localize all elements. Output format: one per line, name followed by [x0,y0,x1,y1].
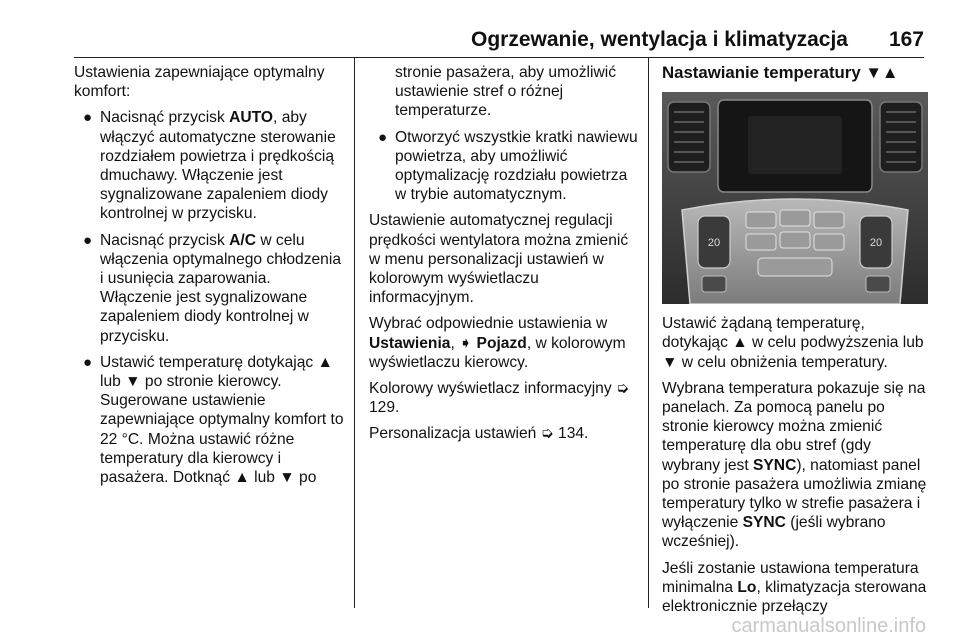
list-item [369,128,641,205]
header-divider [74,57,924,58]
bullet-icon: ● [83,353,93,371]
page-number: 167 [888,28,924,51]
bullet-text: Ustawić temperaturę dotykając ▲ lub ▼ po stronie kierowcy. Sugerowane ustawienie zapewniające optymalny komfort to 22 °C. Można ustawić różne temperatury dla kierowcy i pasażera. Dotknąć ▲ lub ▼ po [100,353,344,487]
paragraph: Wybrać odpowiednie ustawienia w Ustawienia, ➧ Pojazd, w kolorowym wyświetlaczu kierowcy. [369,315,626,371]
section-heading: Nastawianie temperatury ▼▲ [662,63,899,82]
bullet-text: stronie pasażera, aby umożliwić ustawienie stref o różnej temperaturze. [395,64,617,120]
paragraph: Ustawienie automatycznej regulacji prędkości wentylatora można zmienić w menu personalizacji ustawień w kolorowym wyświetlaczu informacyjnym. [369,212,629,307]
list-item-continuation [369,63,641,121]
column-divider-1 [354,57,355,608]
intro-paragraph: Ustawienia zapewniające optymalny komfort: [74,64,325,101]
column-2 [369,63,641,451]
dashboard-illustration [662,92,928,304]
right-temp-readout: 20 [869,237,883,250]
page-title: Ogrzewanie, wentylacja i klimatyzacja [470,28,848,51]
paragraph: Jeśli zostanie ustawiona temperatura minimalna Lo, klimatyzacja sterowana elektronicznie przełączy [662,559,927,616]
paragraph: Wybrana temperatura pokazuje się na panelach. Za pomocą panelu po stronie kierowcy można zmienić temperaturę dla obu stref (gdy wybrany jest SYNC), natomiast panel po stronie pasażera umożliwia zmianę temperatury tylko w strefie pasażera i wyłączenie SYNC (jeśli wybrano wcześniej). [662,379,927,551]
watermark: carmanualsonline.info [731,615,926,637]
bullet-icon: ● [83,109,93,127]
arrow-icon: ➧ [459,334,473,352]
column-3 [662,63,930,623]
paragraph: Kolorowy wyświetlacz informacyjny ➭ 129. [369,380,630,417]
climate-panel-photo [662,92,928,304]
bullet-text: Nacisnąć przycisk AUTO, aby włączyć automatyczne sterowanie rozdziałem powietrza i prędkością dmuchawy. Włączenie jest sygnalizowane zapaleniem diody kontrolnej w przycisku. [100,109,336,223]
list-item [74,231,346,346]
paragraph: Personalizacja ustawień ➭ 134. [369,425,589,443]
paragraph: Ustawić żądaną temperaturę, dotykając ▲ w celu podwyższenia lub ▼ w celu obniżenia temperatury. [662,315,924,371]
column-divider-2 [648,57,649,608]
page-header [0,0,960,60]
left-temp-readout: 20 [707,237,721,250]
list-item [74,353,346,487]
list-item [74,108,346,223]
bullet-icon: ● [83,231,93,249]
bullet-text: Otworzyć wszystkie kratki nawiewu powietrza, aby umożliwić optymalizację rozdziału powietrza w trybie automatycznym. [395,128,638,204]
bullet-icon: ● [378,128,388,146]
bullet-text: Nacisnąć przycisk A/C w celu włączenia optymalnego chłodzenia i usunięcia zaparowania. Włączenie jest sygnalizowane zapaleniem diody kontrolnej w przycisku. [100,231,341,345]
column-1 [74,63,346,494]
